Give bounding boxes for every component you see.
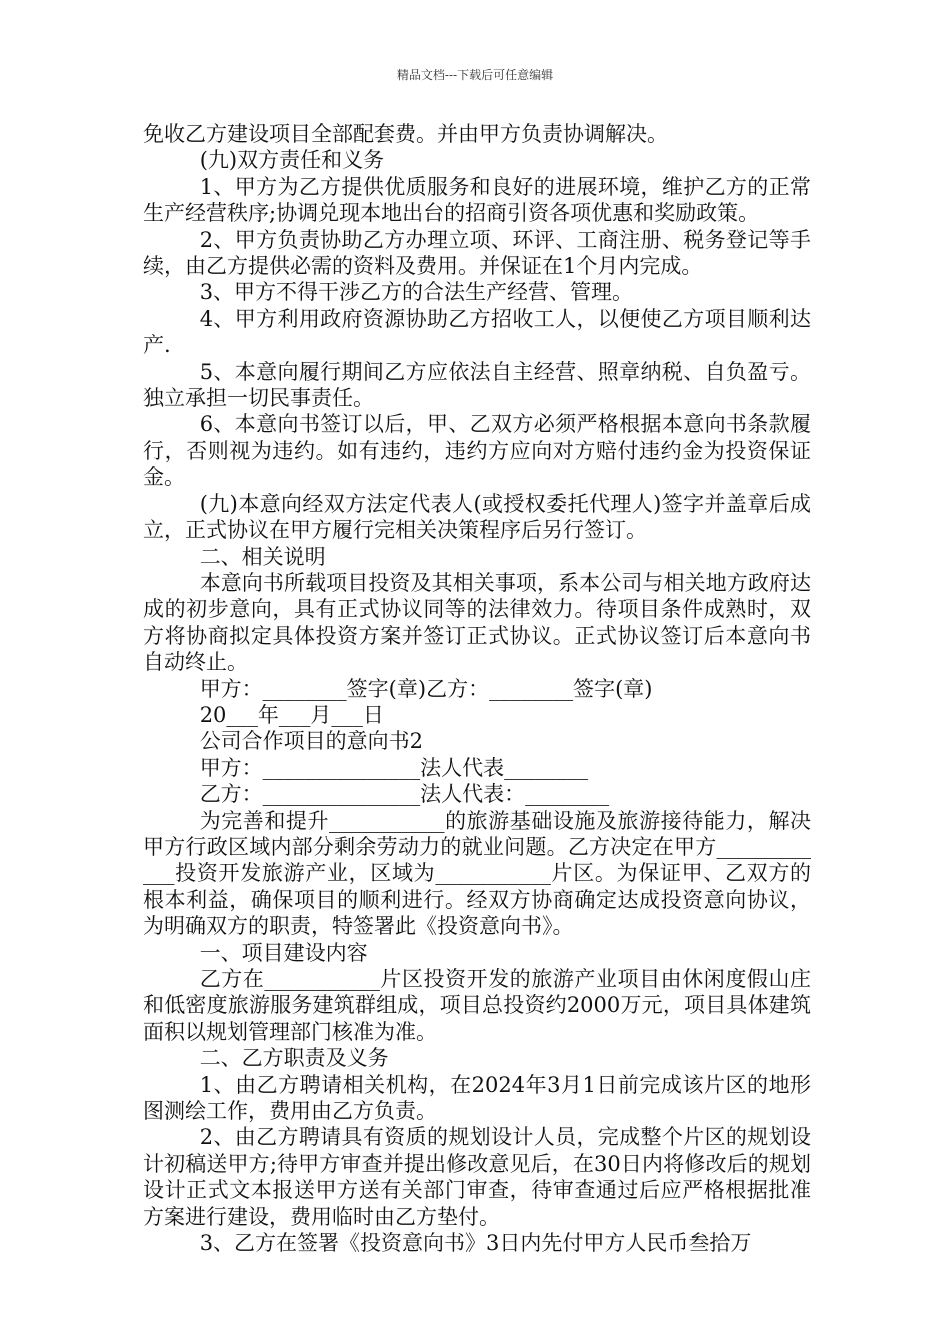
paragraph: 4、甲方利用政府资源协助乙方招收工人，以便使乙方项目顺利达产. <box>143 306 811 358</box>
page-header: 精品文档---下载后可任意编辑 <box>396 68 554 82</box>
paragraph: 5、本意向履行期间乙方应依法自主经营、照章纳税、自负盈亏。独立承担一切民事责任。 <box>143 359 811 411</box>
paragraph: 3、甲方不得干涉乙方的合法生产经营、管理。 <box>199 280 634 305</box>
document-body <box>143 121 811 1256</box>
document-title: 公司合作项目的意向书2 <box>199 729 424 754</box>
paragraph: 2、由乙方聘请具有资质的规划设计人员，完成整个片区的规划设计初稿送甲方;待甲方审查并提出修改意见后，在30日内将修改后的规划设计正式文本报送甲方送有关部门审查，待审查通过后应严格根据批准方案进行建设，费用临时由乙方垫付。 <box>143 1125 811 1229</box>
section-heading: 二、相关说明 <box>199 544 326 569</box>
section-heading: 二、乙方职责及义务 <box>199 1046 389 1071</box>
section-heading: (九)双方责任和义务 <box>199 148 385 173</box>
paragraph: 2、甲方负责协助乙方办理立项、环评、工商注册、税务登记等手续，由乙方提供必需的资料及费用。并保证在1个月内完成。 <box>143 227 811 279</box>
section-heading: 一、项目建设内容 <box>199 940 368 965</box>
paragraph: 3、乙方在签署《投资意向书》3日内先付甲方人民币叁拾万 <box>199 1231 752 1256</box>
party-a-line: 甲方：_______________法人代表________ <box>199 755 589 780</box>
date-line: 20___年___月___日 <box>199 702 384 727</box>
paragraph: (九)本意向经双方法定代表人(或授权委托代理人)签字并盖章后成立，正式协议在甲方履行完相关决策程序后另行签订。 <box>143 491 811 543</box>
signature-line: 甲方：________签字(章)乙方：________签字(章) <box>199 676 653 701</box>
party-b-line: 乙方：_______________法人代表：________ <box>199 782 610 807</box>
paragraph: 1、甲方为乙方提供优质服务和良好的进展环境，维护乙方的正常生产经营秩序;协调兑现本地出台的招商引资各项优惠和奖励政策。 <box>143 174 811 226</box>
paragraph: 6、本意向书签订以后，甲、乙双方必须严格根据本意向书条款履行，否则视为违约。如有违约，违约方应向对方赔付违约金为投资保证金。 <box>143 412 811 490</box>
paragraph-continuation: 免收乙方建设项目全部配套费。并由甲方负责协调解决。 <box>143 122 668 146</box>
paragraph: 为完善和提升___________的旅游基础设施及旅游接待能力，解决甲方行政区域内部分剩余劳动力的就业问题。乙方决定在甲方____________投资开发旅游产业，区域为___________片区。为保证甲、乙双方的根本利益，确保项目的顺利进行。经双方协商确定达成投资意向协议，为明确双方的职责，特签署此《投资意向书》。 <box>143 808 811 939</box>
paragraph: 1、由乙方聘请相关机构，在2024年3月1日前完成该片区的地形图测绘工作，费用由乙方负责。 <box>143 1072 811 1124</box>
paragraph: 本意向书所载项目投资及其相关事项，系本公司与相关地方政府达成的初步意向，具有正式协议同等的法律效力。待项目条件成熟时，双方将协商拟定具体投资方案并签订正式协议。正式协议签订后本意向书自动终止。 <box>143 570 811 675</box>
paragraph: 乙方在___________片区投资开发的旅游产业项目由休闲度假山庄和低密度旅游服务建筑群组成，项目总投资约2000万元，项目具体建筑面积以规划管理部门核准为准。 <box>143 967 811 1044</box>
